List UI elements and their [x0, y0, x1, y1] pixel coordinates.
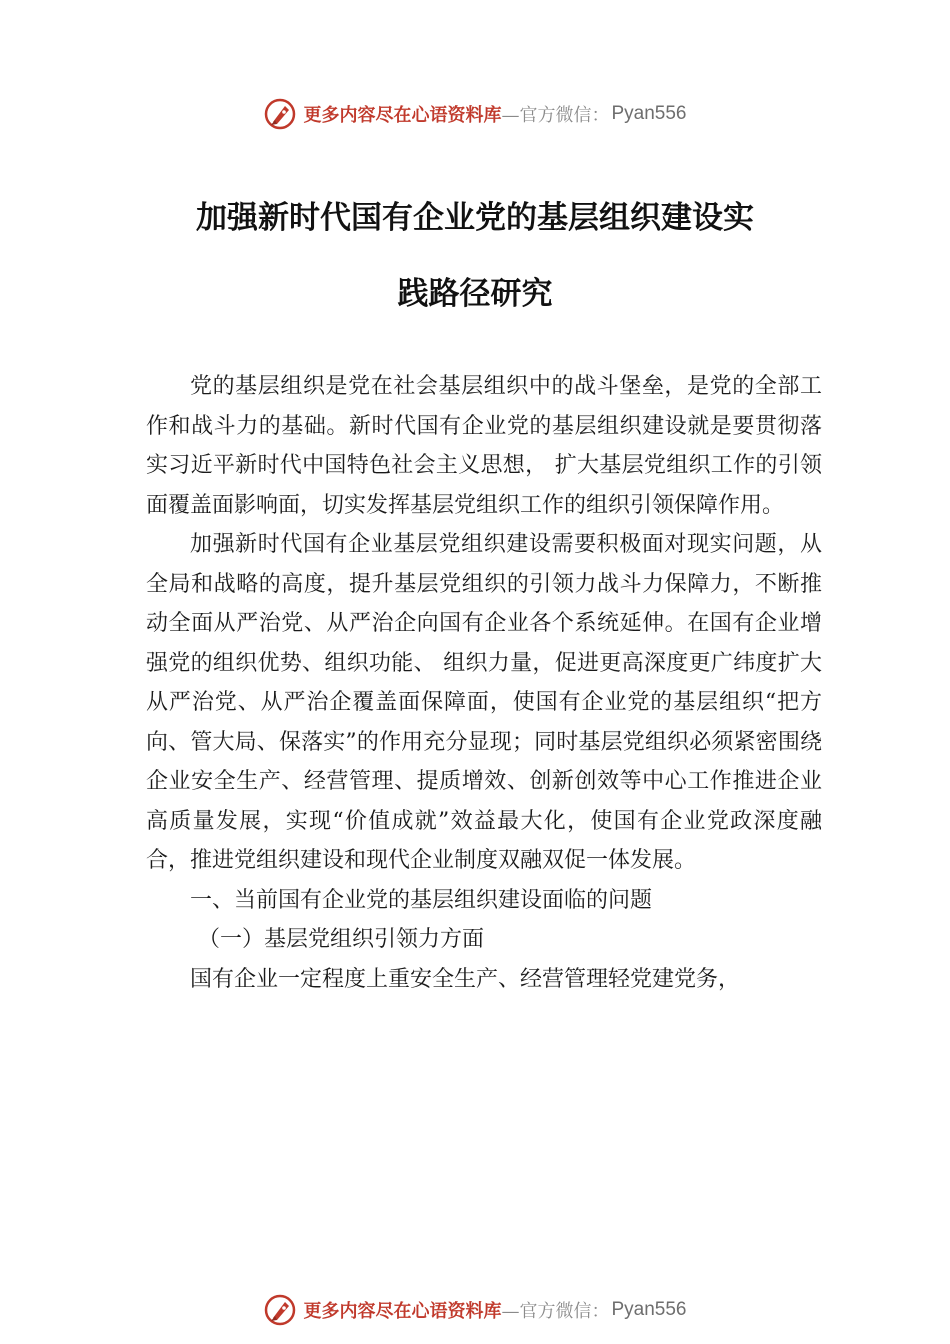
banner-wechat-label: —官方微信： — [501, 1301, 610, 1322]
document-title-line-1: 加强新时代国有企业党的基层组织建设实 — [196, 200, 754, 236]
banner-site-name: 更多内容尽在心语资料库 — [303, 105, 502, 126]
header-banner — [0, 92, 950, 136]
paragraph-3: 国有企业一定程度上重安全生产、经营管理轻党建党务， — [190, 966, 741, 992]
banner-site-name: 更多内容尽在心语资料库 — [303, 1301, 502, 1322]
document-body — [146, 367, 822, 999]
paragraph-2: 加强新时代国有企业基层党组织建设需要积极面对现实问题，从全局和战略的高度，提升基层党组织的引领力战斗力保障力，不断推动全面从严治党、从严治企向国有企业各个系统延伸。在国有企业增强党的组织优势、组织功能、 组织力量，促进更高深度更广纬度扩大从严治党、从严治企覆盖面保障面，使国有企业党的基层组织“把方向、管大局、保落实”的作用充分显现；同时基层党组织必须紧密围绕企业安全生产、经营管理、提质增效、创新创效等中心工作推进企业高质量发展，实现“价值成就”效益最大化，使国有企业党政深度融合，推进党组织建设和现代企业制度双融双促一体发展。 — [146, 532, 822, 873]
banner-wechat-label: —官方微信： — [501, 105, 610, 126]
footer-banner — [0, 1288, 950, 1332]
subsection-heading-1: （一）基层党组织引领力方面 — [198, 927, 485, 952]
pen-nib-logo-icon — [263, 97, 297, 131]
banner-wechat-id: Pyan556 — [611, 103, 687, 124]
paragraph-1: 党的基层组织是党在社会基层组织中的战斗堡垒，是党的全部工作和战斗力的基础。新时代国有企业党的基层组织建设就是要贯彻落实习近平新时代中国特色社会主义思想， 扩大基层党组织工作的引领面覆盖面影响面，切实发挥基层党组织工作的组织引领保障作用。 — [146, 374, 822, 518]
section-heading-1: 一、当前国有企业党的基层组织建设面临的问题 — [190, 887, 653, 913]
banner-wechat-id: Pyan556 — [611, 1299, 687, 1320]
document-title-line-2: 践路径研究 — [397, 276, 553, 312]
pen-nib-logo-icon — [263, 1293, 297, 1327]
